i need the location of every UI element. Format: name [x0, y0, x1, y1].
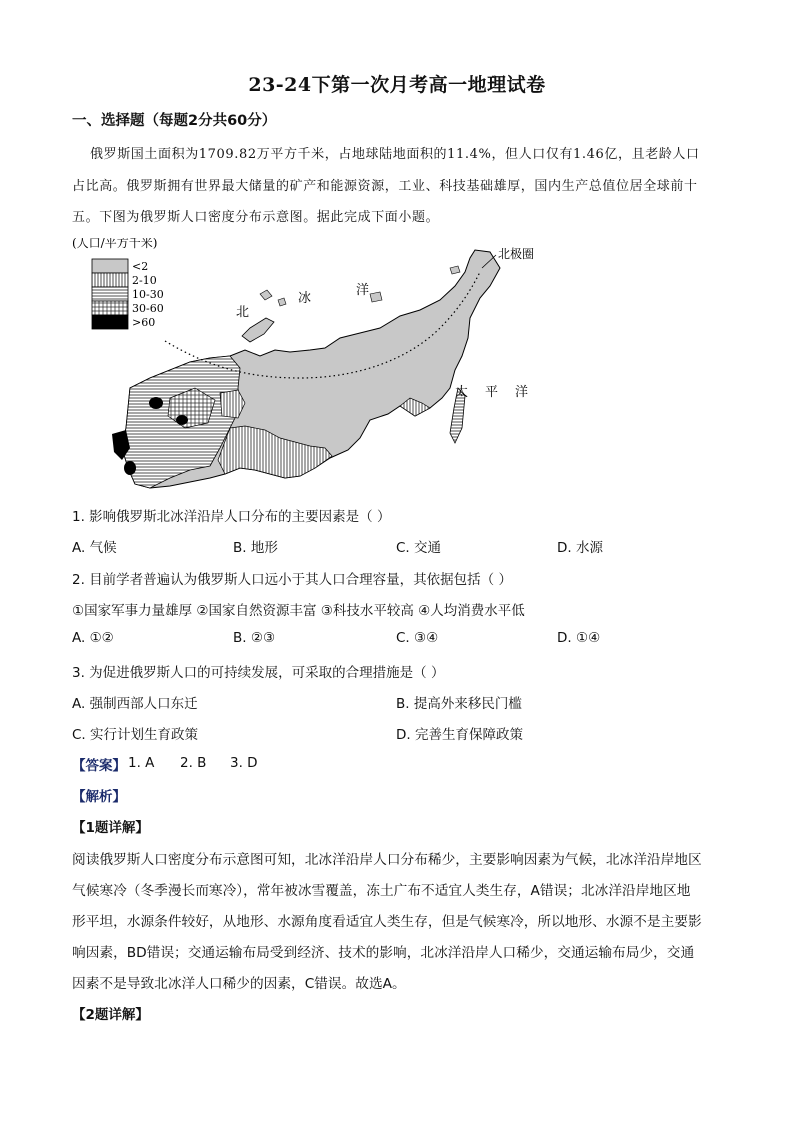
- detail-1-line-1: 阅读俄罗斯人口密度分布示意图可知，北冰洋沿岸人口分布稀少，主要影响因素为气候，北冰洋沿岸地区: [72, 852, 702, 868]
- legend-swatch-lt2: [92, 259, 128, 273]
- island-3: [370, 292, 382, 302]
- question-2-option-d: D. ①④: [557, 630, 601, 646]
- legend-label-2-10: 2-10: [132, 274, 157, 287]
- legend-swatch-2-10: [92, 273, 128, 287]
- legend-swatch-gt60: [92, 315, 128, 329]
- legend-unit: (人口/平方千米): [72, 238, 158, 250]
- novaya-zemlya: [242, 318, 274, 342]
- density-spot-caucasus: [124, 461, 136, 475]
- question-2-option-a: A. ①②: [72, 630, 114, 646]
- section-heading: 一、选择题（每题2分共60分）: [72, 113, 277, 129]
- detail-1-line-2: 气候寒冷（冬季漫长而寒冷），常年被冰雪覆盖，冻土广布不适宜人类生存，A错误；北冰洋沿岸地区地: [72, 883, 691, 899]
- answer-item-3: 3. D: [230, 755, 258, 771]
- answer-item-1: 1. A: [128, 755, 155, 771]
- intro-line-3: 五。下图为俄罗斯人口密度分布示意图。据此完成下面小题。: [72, 210, 440, 225]
- island-1: [260, 290, 272, 300]
- legend-label-10-30: 10-30: [132, 288, 164, 301]
- question-3-option-c: C. 实行计划生育政策: [72, 727, 199, 743]
- question-3-option-a: A. 强制西部人口东迁: [72, 696, 198, 712]
- detail-1-line-5: 因素不是导致北冰洋人口稀少的因素，C错误。故选A。: [72, 976, 406, 992]
- legend-swatch-10-30: [92, 287, 128, 301]
- question-2-choices: ①国家军事力量雄厚 ②国家自然资源丰富 ③科技水平较高 ④人均消费水平低: [72, 603, 525, 619]
- legend-swatch-30-60: [92, 301, 128, 315]
- map-label-ping: 平: [485, 385, 499, 400]
- question-1-option-b: B. 地形: [233, 540, 278, 556]
- map-label-yang-1: 洋: [356, 283, 370, 298]
- question-1-option-d: D. 水源: [557, 540, 603, 556]
- question-1-stem: 1. 影响俄罗斯北冰洋沿岸人口分布的主要因素是（ ）: [72, 509, 391, 525]
- question-3-option-b: B. 提高外来移民门槛: [396, 696, 522, 712]
- legend-label-lt2: <2: [132, 260, 149, 273]
- detail-2-label: 【2题详解】: [72, 1007, 149, 1023]
- legend: [92, 259, 164, 329]
- question-1-option-a: A. 气候: [72, 540, 117, 556]
- density-spot-moscow: [149, 397, 163, 409]
- answer-item-2: 2. B: [180, 755, 207, 771]
- question-2-option-c: C. ③④: [396, 630, 439, 646]
- question-2-stem: 2. 目前学者普遍认为俄罗斯人口远小于其人口合理容量，其依据包括（ ）: [72, 572, 512, 588]
- detail-1-line-4: 响因素，BD错误；交通运输布局受到经济、技术的影响，北冰洋沿岸人口稀少，交通运输布局少，交通: [72, 945, 695, 961]
- russia-population-density-map: [70, 238, 540, 496]
- map-label-tai: 太: [455, 385, 469, 400]
- map-label-arctic-circle: 北极圈: [498, 247, 535, 261]
- answer-label: 【答案】: [72, 758, 126, 774]
- detail-1-line-3: 形平坦，水源条件较好，从地形、水源角度看适宜人类生存，但是气候寒冷，所以地形、水源不是主要影: [72, 914, 702, 930]
- map-label-bei: 北: [236, 305, 250, 320]
- density-spot-volga: [176, 415, 188, 425]
- question-1-option-c: C. 交通: [396, 540, 442, 556]
- map-label-bing: 冰: [298, 291, 312, 306]
- analysis-label: 【解析】: [72, 789, 126, 805]
- detail-1-label: 【1题详解】: [72, 820, 149, 836]
- question-2-option-b: B. ②③: [233, 630, 276, 646]
- map-label-yang-2: 洋: [515, 385, 529, 400]
- intro-line-1: 俄罗斯国土面积为1709.82万平方千米，占地球陆地面积的11.4%，但人口仅有1.46亿，且老龄人口: [90, 147, 700, 162]
- island-4: [450, 266, 460, 274]
- legend-label-gt60: >60: [132, 316, 156, 329]
- island-2: [278, 298, 286, 306]
- question-3-option-d: D. 完善生育保障政策: [396, 727, 523, 743]
- legend-label-30-60: 30-60: [132, 302, 164, 315]
- page-title: 23-24下第一次月考高一地理试卷: [248, 74, 546, 96]
- question-3-stem: 3. 为促进俄罗斯人口的可持续发展，可采取的合理措施是（ ）: [72, 665, 445, 681]
- intro-line-2: 占比高。俄罗斯拥有世界最大储量的矿产和能源资源，工业、科技基础雄厚，国内生产总值位居全球前十: [72, 179, 698, 194]
